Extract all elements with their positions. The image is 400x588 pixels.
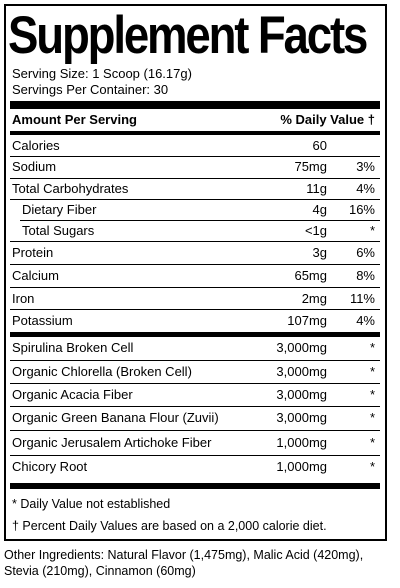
amount-per-serving-header: Amount Per Serving	[12, 112, 137, 127]
row-daily-value: 8%	[356, 268, 375, 283]
row-divider	[10, 241, 380, 242]
table-row	[12, 157, 377, 177]
row-name: Organic Acacia Fiber	[12, 387, 133, 402]
table-row	[12, 179, 377, 199]
row-divider	[10, 178, 380, 179]
table-row	[12, 362, 377, 382]
row-amount: 60	[312, 138, 327, 153]
row-daily-value: 11%	[349, 291, 375, 306]
panel-title: Supplement Facts	[8, 6, 367, 65]
table-row	[12, 266, 377, 286]
row-name: Total Sugars	[22, 223, 95, 238]
nutrient-divider	[10, 332, 380, 337]
daily-value-header: % Daily Value †	[280, 112, 375, 127]
row-name: Organic Jerusalem Artichoke Fiber	[12, 435, 212, 450]
row-name: Protein	[12, 245, 54, 260]
row-amount: 4g	[312, 202, 327, 217]
row-name: Organic Green Banana Flour (Zuvii)	[12, 410, 219, 425]
row-daily-value: *	[369, 223, 375, 238]
row-divider	[10, 287, 380, 288]
header-divider	[10, 131, 380, 135]
row-daily-value: 4%	[356, 313, 375, 328]
row-divider	[10, 156, 380, 157]
row-divider	[20, 220, 380, 221]
serving-size: Serving Size: 1 Scoop (16.17g)	[12, 66, 192, 81]
row-name: Dietary Fiber	[22, 202, 97, 217]
table-row	[12, 433, 377, 453]
bottom-divider	[10, 483, 380, 489]
row-name: Calcium	[12, 268, 59, 283]
table-row	[12, 200, 377, 220]
row-daily-value: 16%	[348, 202, 375, 217]
table-row	[12, 385, 377, 405]
row-daily-value: 4%	[356, 181, 375, 196]
row-amount: 3g	[312, 245, 327, 260]
other-ingredients: Other Ingredients: Natural Flavor (1,475mg), Malic Acid (420mg), Stevia (210mg), Cinnamon (60mg)	[4, 548, 364, 578]
row-name: Total Carbohydrates	[12, 181, 129, 196]
top-divider	[10, 101, 380, 109]
table-row	[12, 289, 377, 309]
row-name: Organic Chlorella (Broken Cell)	[12, 364, 192, 379]
row-daily-value: 6%	[356, 245, 375, 260]
row-daily-value: *	[369, 340, 375, 355]
row-amount: 107mg	[287, 313, 327, 328]
row-amount: 3,000mg	[276, 410, 327, 425]
table-row	[12, 221, 377, 241]
row-amount: 3,000mg	[276, 387, 327, 402]
row-daily-value: *	[369, 387, 375, 402]
row-amount: 2mg	[301, 291, 327, 306]
table-row	[12, 408, 377, 428]
row-divider	[10, 309, 380, 310]
row-amount: 75mg	[294, 159, 327, 174]
row-divider	[10, 383, 380, 384]
row-divider	[10, 199, 380, 200]
row-amount: 1,000mg	[276, 435, 327, 450]
row-divider	[10, 406, 380, 407]
row-divider	[10, 455, 380, 456]
row-amount: 3,000mg	[276, 364, 327, 379]
row-amount: 11g	[306, 181, 327, 196]
row-name: Potassium	[12, 313, 73, 328]
row-daily-value: *	[369, 364, 375, 379]
row-name: Spirulina Broken Cell	[12, 340, 134, 355]
column-header	[12, 110, 377, 130]
row-daily-value: *	[369, 410, 375, 425]
table-row	[12, 457, 377, 477]
row-name: Calories	[12, 138, 60, 153]
row-amount: 1,000mg	[276, 459, 327, 474]
row-name: Chicory Root	[12, 459, 88, 474]
row-daily-value: *	[369, 459, 375, 474]
row-amount: 65mg	[294, 268, 327, 283]
row-name: Sodium	[12, 159, 57, 174]
row-divider	[10, 430, 380, 431]
row-divider	[10, 264, 380, 265]
row-name: Iron	[12, 291, 35, 306]
table-row	[12, 338, 377, 358]
table-row	[12, 136, 377, 156]
table-row	[12, 243, 377, 263]
footnote-percent-basis: † Percent Daily Values are based on a 2,000 calorie diet.	[12, 519, 327, 533]
footnote-not-established: * Daily Value not established	[12, 497, 171, 511]
row-daily-value: 3%	[356, 159, 375, 174]
table-row	[12, 311, 377, 331]
row-amount: <1g	[304, 223, 327, 238]
servings-per-container: Servings Per Container: 30	[12, 82, 169, 97]
row-amount: 3,000mg	[276, 340, 327, 355]
row-divider	[10, 360, 380, 361]
row-daily-value: *	[369, 435, 375, 450]
